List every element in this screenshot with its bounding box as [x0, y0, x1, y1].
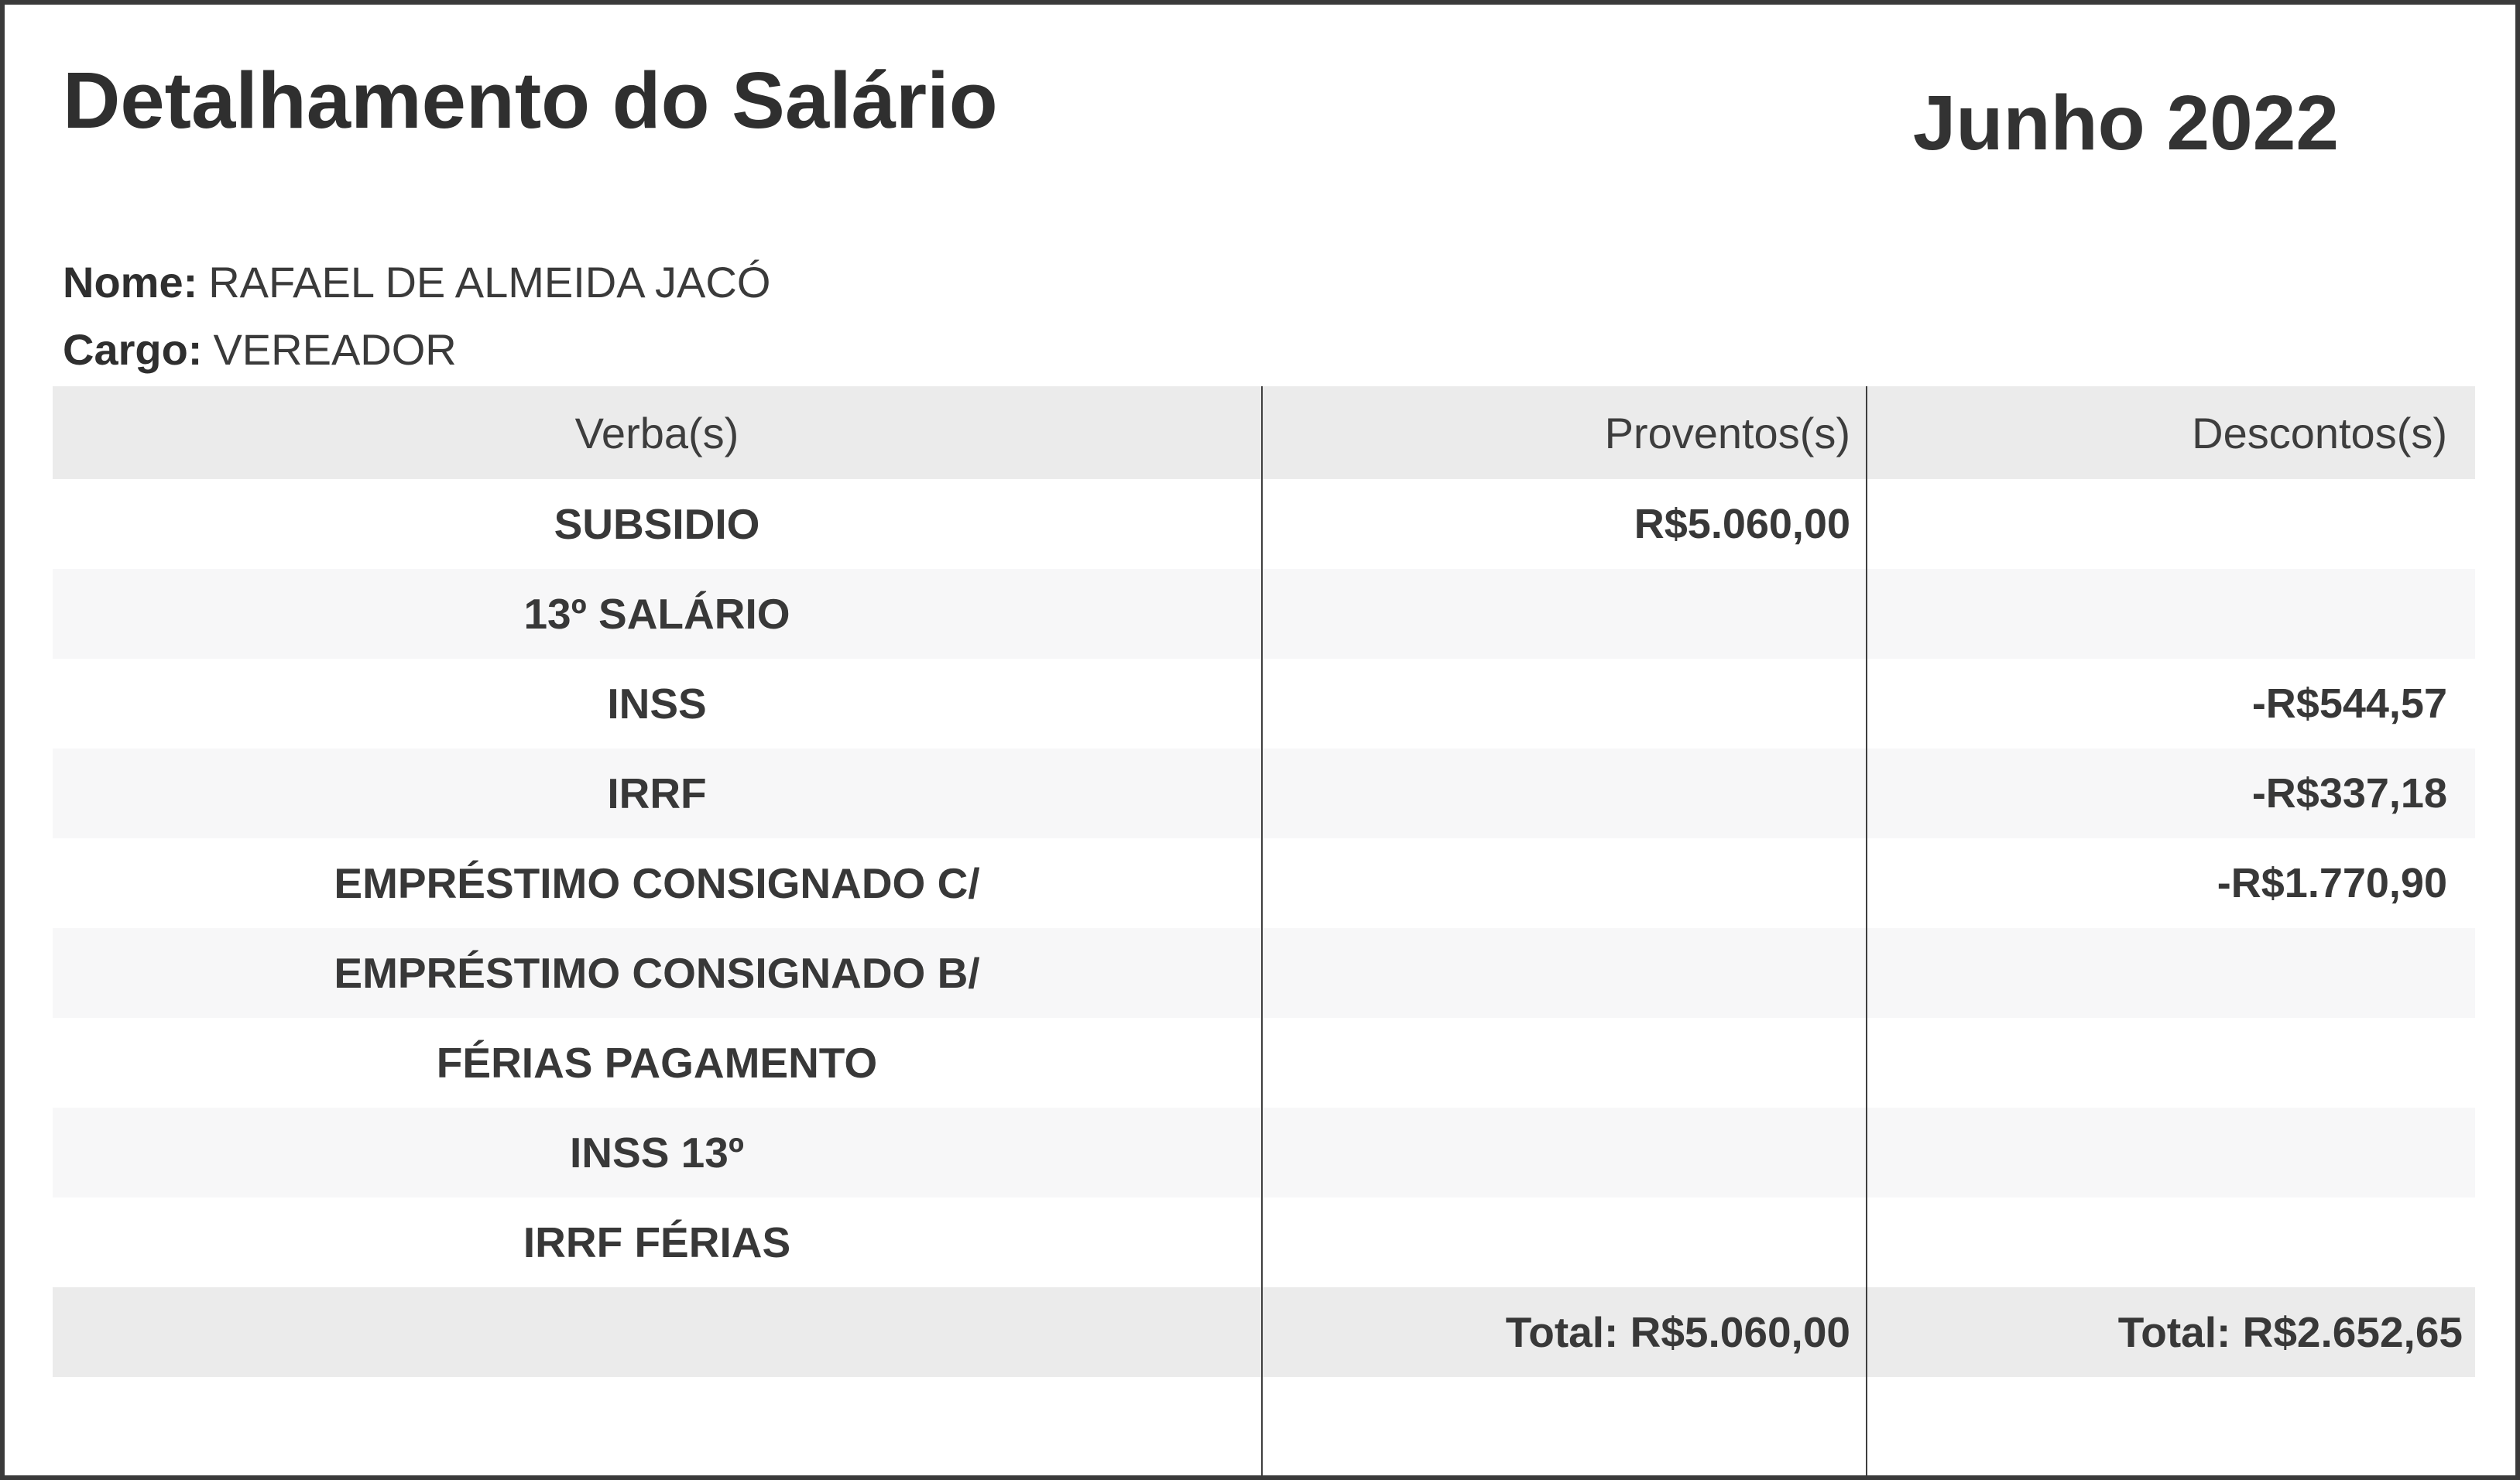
verba-cell: EMPRÉSTIMO CONSIGNADO B/: [334, 949, 980, 997]
verba-cell: FÉRIAS PAGAMENTO: [436, 1039, 878, 1087]
employee-name-line: [63, 256, 770, 308]
desconto-cell: -R$544,57: [2251, 680, 2447, 727]
role-label: Cargo:: [63, 325, 203, 374]
name-label: Nome:: [63, 258, 198, 307]
desconto-cell: -R$337,18: [2251, 770, 2447, 817]
salary-table: [53, 386, 2475, 1377]
verba-cell: INSS: [607, 680, 707, 728]
table-row: [53, 749, 2475, 838]
verba-cell: IRRF: [607, 769, 707, 817]
total-empty-cell: [53, 1287, 1261, 1377]
verba-cell: IRRF FÉRIAS: [523, 1218, 791, 1266]
name-value: RAFAEL DE ALMEIDA JACÓ: [208, 258, 771, 307]
column-divider-2: [1866, 386, 1867, 1475]
table-header-row: [53, 386, 2475, 479]
verba-cell: INSS 13º: [570, 1129, 744, 1177]
page-title: Detalhamento do Salário: [63, 56, 998, 145]
employee-role-line: [63, 324, 457, 375]
period-label: Junho 2022: [1912, 80, 2339, 166]
verba-cell: 13º SALÁRIO: [523, 590, 790, 638]
table-row: [53, 569, 2475, 659]
table-row: [53, 1018, 2475, 1108]
total-descontos: Total: R$2.652,65: [2117, 1308, 2463, 1356]
table-row: [53, 838, 2475, 928]
column-header-verba: Verba(s): [574, 408, 739, 457]
verba-cell: SUBSIDIO: [554, 500, 760, 548]
table-row: [53, 1108, 2475, 1197]
table-total-row: [53, 1287, 2475, 1377]
role-value: VEREADOR: [213, 325, 457, 374]
column-header-proventos: Proventos(s): [1604, 408, 1850, 457]
verba-cell: EMPRÉSTIMO CONSIGNADO C/: [334, 859, 980, 907]
table-row: [53, 659, 2475, 749]
total-proventos: Total: R$5.060,00: [1505, 1308, 1850, 1356]
table-row: [53, 479, 2475, 569]
provento-cell: R$5.060,00: [1634, 501, 1850, 547]
table-body: [53, 479, 2475, 1287]
table-row: [53, 1197, 2475, 1287]
column-divider-1: [1261, 386, 1263, 1475]
desconto-cell: -R$1.770,90: [2217, 860, 2447, 906]
table-row: [53, 928, 2475, 1018]
column-header-descontos: Descontos(s): [2192, 408, 2447, 457]
